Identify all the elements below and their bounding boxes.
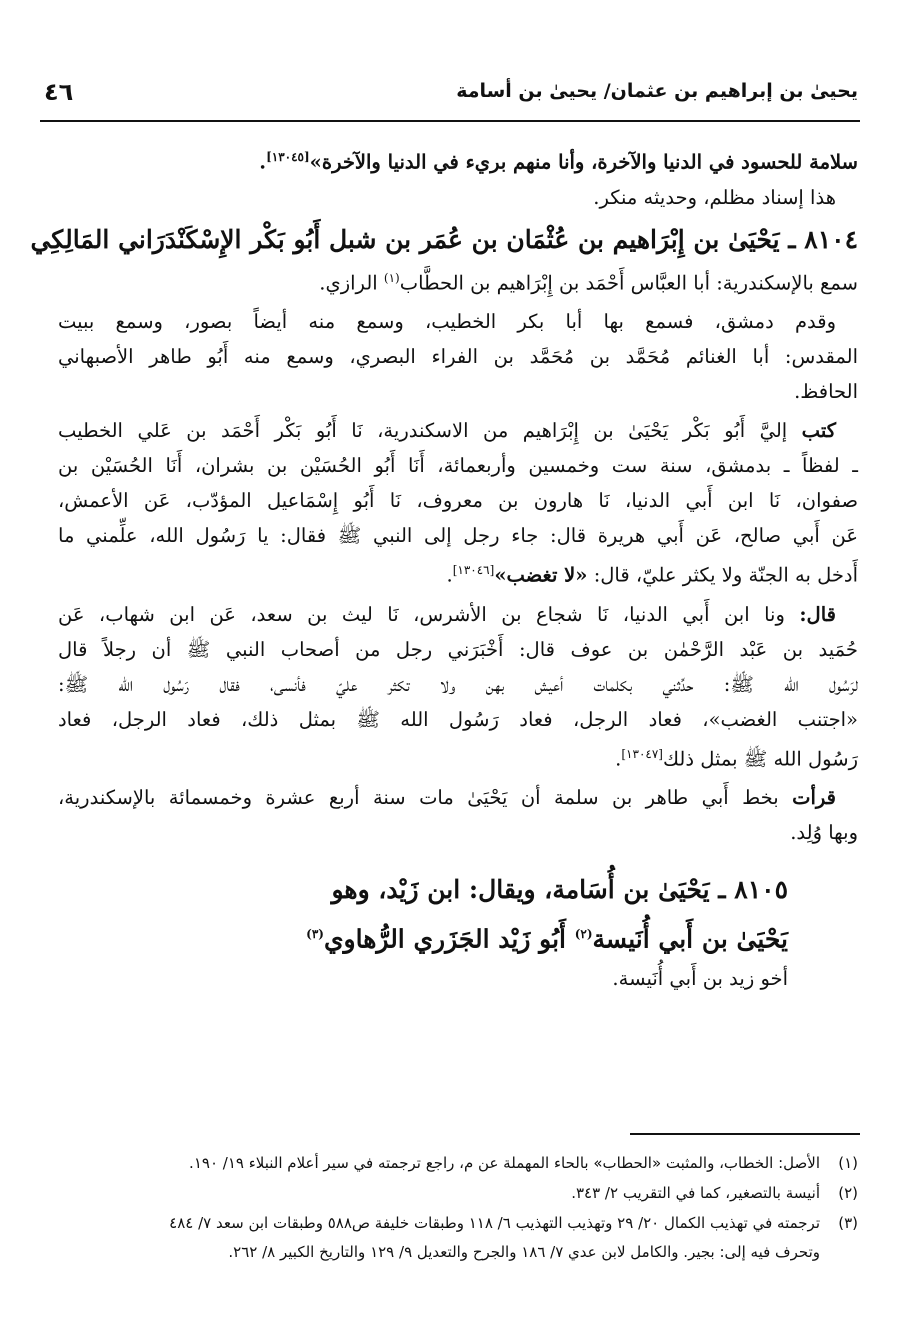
footnote-marker: (٣) xyxy=(306,927,324,941)
text-line: هذا إسناد مظلم، وحديثه منكر. xyxy=(593,185,836,209)
text-line xyxy=(58,413,858,448)
text-line: «اجتنب الغضب»، فعاد الرجل، فعاد رَسُول الله ﷺ بمثل ذلك، فعاد الرجل، فعاد xyxy=(58,707,858,731)
paragraph xyxy=(58,304,858,409)
page-number: ٤٦ xyxy=(44,78,74,106)
footnote-number: (٣) xyxy=(838,1214,858,1232)
footnote xyxy=(48,1148,858,1178)
paragraph xyxy=(58,780,858,850)
hadith-ref: [١٣٠٤٧] xyxy=(621,746,663,761)
text-line: المقدس: أبا الغنائم مُحَمَّد بن مُحَمَّد بن الفراء البصري، وسمع منه أَبُو طاهر الأصبهاني xyxy=(58,345,858,368)
entry-heading xyxy=(58,912,858,961)
running-title: يحيىٰ بن إبراهيم بن عثمان/ يحيىٰ بن أسامة xyxy=(456,80,858,102)
main-text xyxy=(30,140,858,996)
quote: «لا تغضب» xyxy=(494,563,588,587)
text-span: أَدخل به الجنّة ولا يكثر عليّ، قال: xyxy=(587,563,858,587)
text-span: . xyxy=(446,563,453,587)
text-span: سلامة للحسود في الدنيا والآخرة، وأنا منهم بريء في الدنيا والآخرة» xyxy=(309,150,858,174)
text-span: ونا ابن أَبي الدنيا، نَا شجاع بن الأشرس، نَا ليث بن سعد، عَن ابن شهاب، عَن xyxy=(58,602,800,626)
hadith-ref: [١٣٠٤٥] xyxy=(266,150,310,164)
header-rule xyxy=(40,120,860,122)
text-line: عَن أَبي صالح، عَن أَبي هريرة قال: جاء رجل إلى النبي ﷺ فقال: يا رَسُول الله، علِّمني ما xyxy=(58,524,858,547)
footnote-text: أنيسة بالتصغير، كما في التقريب ٢/ ٣٤٣. xyxy=(571,1184,820,1202)
footnote-rule xyxy=(630,1133,860,1135)
footnote xyxy=(48,1208,858,1238)
footnote-text: ترجمته في تهذيب الكمال ٢٠/ ٢٩ وتهذيب التهذيب ٦/ ١١٨ وطبقات خليفة ص٥٨٨ وطبقات ابن سعد ٧/ ٤٨٤ xyxy=(169,1214,820,1232)
footnote-marker: (١) xyxy=(383,270,400,285)
text-line: صفوان، نَا ابن أَبي الدنيا، نَا هارون بن معروف، نَا أَبُو إِسْمَاعيل المؤدّب، عَن الأعمش، xyxy=(58,489,858,512)
hadith-ref: [١٣٠٤٦] xyxy=(452,563,495,577)
text-line xyxy=(58,597,858,632)
text-span: . xyxy=(259,150,267,174)
page-header xyxy=(40,76,858,112)
text-line xyxy=(58,553,858,593)
text-line xyxy=(58,140,858,180)
text-span: بخط أَبي طاهر بن سلمة أن يَحْيَىٰ مات سنة أربع عشرة وخمسمائة بالإسكندرية، xyxy=(58,786,793,809)
text-span: الرازي. xyxy=(319,271,384,294)
text-span: أَبُو زَيْد الجَزَري الرُّهاوي xyxy=(323,924,575,954)
footnote-marker: (٢) xyxy=(574,927,593,941)
text-line: وقدم دمشق، فسمع بها أبا بكر الخطيب، وسمع منه أيضاً بصور، وسمع ببيت xyxy=(58,310,836,333)
footnote-text: الأصل: الخطاب، والمثبت «الحطاب» بالحاء المهملة عن م، راجع ترجمته في سير أعلام النبلاء ١٩/ ١٩٠. xyxy=(189,1154,820,1172)
paragraph xyxy=(58,597,858,777)
text-line: الحافظ. xyxy=(794,380,858,403)
footnotes xyxy=(48,1148,858,1266)
entry-heading: ٨١٠٥ ـ يَحْيَىٰ بن أُسَامة، ويقال: ابن زَيْد، وهو xyxy=(331,875,788,904)
text-line: ـ لفظاً ـ بدمشق، سنة ست وخمسين وأربعمائة، أَنَا أَبُو الحُسَيْن بن بشران، أَنَا الحُسَيْن بن xyxy=(58,454,858,477)
footnote-number: (٢) xyxy=(838,1184,858,1202)
text-span: . xyxy=(615,747,622,770)
paragraph-lead: قال: xyxy=(799,602,836,626)
paragraph-lead: قرأت xyxy=(792,786,836,809)
text-line xyxy=(58,737,858,777)
text-span: سمع بالإسكندرية: أبا العبَّاس أَحْمَد بن إِبْرَاهيم بن الحطَّاب xyxy=(399,271,858,294)
text-line xyxy=(58,780,858,815)
paragraph-lead: كتب xyxy=(801,419,836,442)
footnote-number: (١) xyxy=(838,1154,858,1172)
paragraph xyxy=(58,413,858,593)
footnote-continuation: وتحرف فيه إلى: بجير. والكامل لابن عدي ٧/ ١٨٦ والجرح والتعديل ٩/ ١٢٩ والتاريخ الكبير ٨/ ٢٦٢. xyxy=(228,1243,820,1261)
text-line: أخو زيد بن أَبي أُنَيسة. xyxy=(612,967,788,991)
text-span: يَحْيَىٰ بن أَبي أُنَيسة xyxy=(592,924,788,954)
text-span: إليَّ أَبُو بَكْر يَحْيَىٰ بن إِبْرَاهيم من الاسكندرية، نَا أَبُو بَكْر أَحْمَد بن عَلي الخطيب xyxy=(58,419,802,442)
entry-heading: ٨١٠٤ ـ يَحْيَىٰ بن إِبْرَاهيم بن عُثْمَان بن عُمَر بن شبل أَبُو بَكْر الإِسْكَنْدَرَاني المَالِكِي xyxy=(30,224,858,254)
text-line xyxy=(58,261,858,301)
text-line: لرَسُول الله ﷺ: حدِّثني بكلمات أعيش بهن ولا تكثر عليّ فأنسى، فقال رَسُول الله ﷺ: xyxy=(58,672,858,696)
text-span: رَسُول الله ﷺ بمثل ذلك xyxy=(662,747,858,770)
text-line: حُمَيد بن عَبْد الرَّحْمٰن بن عوف قال: أَخْبَرَني رجل من أصحاب النبي ﷺ أن رجلاً قال xyxy=(58,637,858,661)
footnote xyxy=(48,1178,858,1208)
text-line: وبها وُلِد. xyxy=(790,821,858,844)
